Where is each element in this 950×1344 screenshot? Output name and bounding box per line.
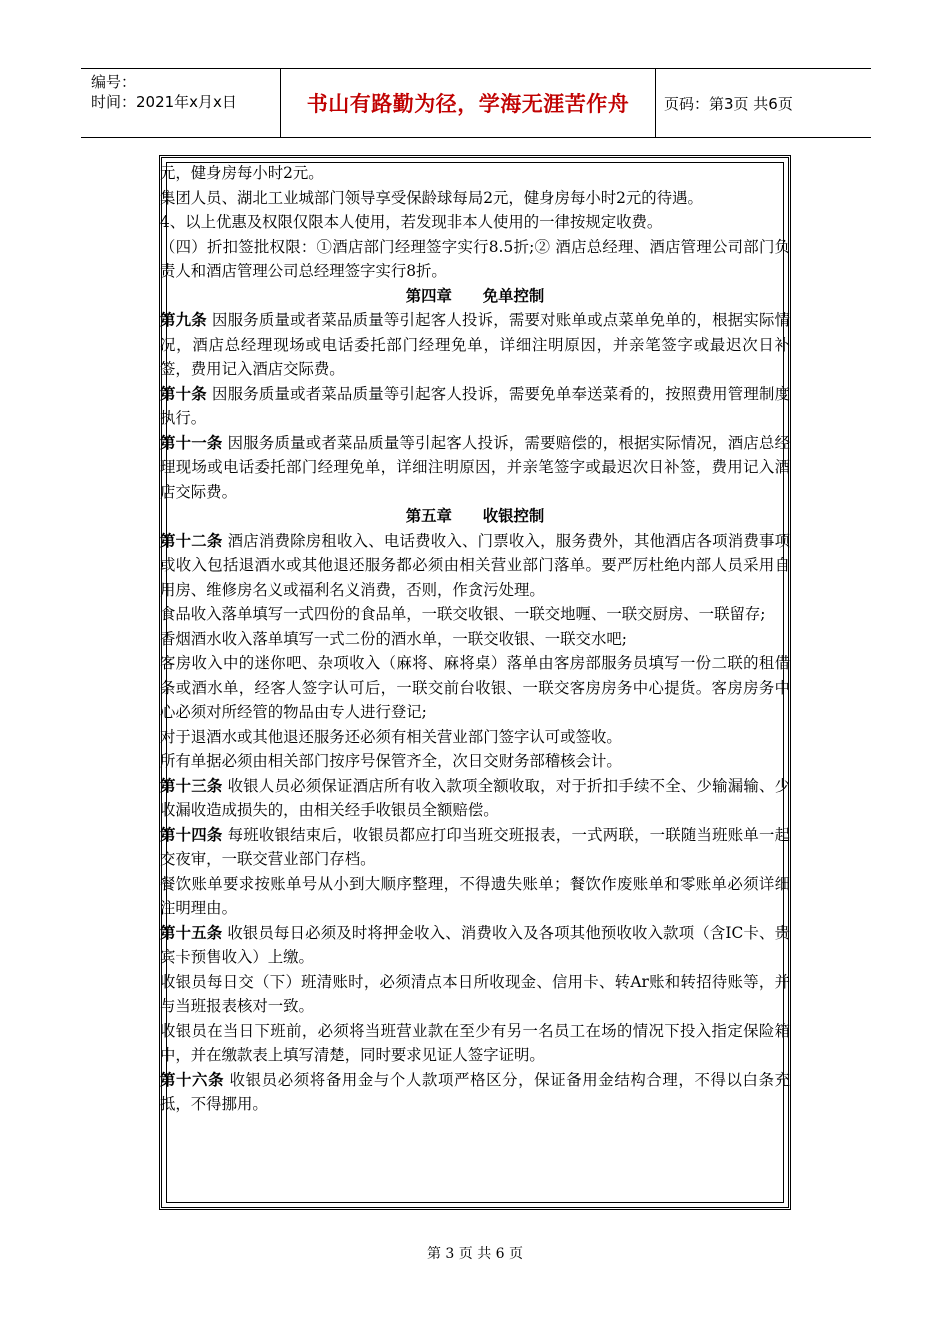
document-body xyxy=(160,161,790,1117)
chapter-heading: 第五章 收银控制 xyxy=(405,507,545,525)
article-text: 收银员必须将备用金与个人款项严格区分，保证备用金结构合理，不得以白条充抵，不得挪用。 xyxy=(160,1070,790,1113)
article-13 xyxy=(160,774,790,823)
article-title: 第十一条 xyxy=(160,433,223,452)
paragraph: 食品收入落单填写一式四份的食品单，一联交收银、一联交地喱、一联交厨房、一联留存; xyxy=(160,605,766,623)
paragraph: 客房收入中的迷你吧、杂项收入（麻将、麻将桌）落单由客房部服务员填写一份二联的租借条或酒水单，经客人签字认可后，一联交前台收银、一联交客房房务中心提货。客房房务中心必须对所经管的物品由专人进行登记; xyxy=(160,654,790,721)
article-15 xyxy=(160,921,790,970)
paragraph: 香烟酒水收入落单填写一式二份的酒水单，一联交收银、一联交水吧; xyxy=(160,629,627,648)
header-page-label: 页码：第3页 共6页 xyxy=(664,94,793,113)
article-text: 收银人员必须保证酒店所有收入款项全额收取，对于折扣手续不全、少输漏输、少收漏收造成损失的，由相关经手收银员全额赔偿。 xyxy=(160,776,790,819)
paragraph: （四）折扣签批权限：①酒店部门经理签字实行8.5折;② 酒店总经理、酒店管理公司部门负责人和酒店管理公司总经理签字实行8折。 xyxy=(160,237,790,280)
paragraph: 所有单据必须由相关部门按序号保管齐全，次日交财务部稽核会计。 xyxy=(160,752,622,770)
paragraph: 元，健身房每小时2元。 xyxy=(160,164,324,182)
article-text: 酒店消费除房租收入、电话费收入、门票收入，服务费外，其他酒店各项消费事项或收入包括退酒水或其他退还服务都必须由相关营业部门落单。要严厉杜绝内部人员采用自用房、维修房名义或福利名义消费，否则，作贪污处理。 xyxy=(160,531,790,599)
paragraph: 对于退酒水或其他退还服务还必须有相关营业部门签字认可或签收。 xyxy=(160,727,622,746)
article-9 xyxy=(160,308,790,382)
article-title: 第九条 xyxy=(160,311,207,329)
header-motto: 书山有路勤为径，学海无涯苦作舟 xyxy=(281,69,656,137)
article-text: 收银员每日必须及时将押金收入、消费收入及各项其他预收收入款项（含IC卡、贵宾卡预售收入）上缴。 xyxy=(160,923,790,966)
article-11 xyxy=(160,431,790,505)
article-title: 第十二条 xyxy=(160,531,223,550)
paragraph: 集团人员、湖北工业城部门领导享受保龄球每局2元，健身房每小时2元的待遇。 xyxy=(160,188,703,207)
page-header xyxy=(81,68,871,138)
article-text: 因服务质量或者菜品质量等引起客人投诉，需要对账单或点菜单免单的，根据实际情况，酒店总经理现场或电话委托部门经理免单，详细注明原因，并亲笔签字或最迟次日补签，费用记入酒店交际费。 xyxy=(160,311,790,378)
date-label: 时间：2021年x月x日 xyxy=(91,93,237,111)
page-footer: 第 3 页 共 6 页 xyxy=(426,1246,524,1262)
paragraph: 收银员在当日下班前，必须将当班营业款在至少有另一名员工在场的情况下投入指定保险箱中，并在缴款表上填写清楚，同时要求见证人签字证明。 xyxy=(160,1021,790,1064)
chapter-heading: 第四章 免单控制 xyxy=(405,286,545,305)
paragraph: 餐饮账单要求按账单号从小到大顺序整理，不得遗失账单；餐饮作废账单和零账单必须详细注明理由。 xyxy=(160,874,790,917)
article-14 xyxy=(160,823,790,872)
article-text: 因服务质量或者菜品质量等引起客人投诉，需要免单奉送菜肴的，按照费用管理制度执行。 xyxy=(160,384,790,427)
code-label: 编号： xyxy=(91,73,137,91)
article-title: 第十六条 xyxy=(160,1070,225,1089)
article-16 xyxy=(160,1068,790,1117)
article-text: 因服务质量或者菜品质量等引起客人投诉，需要赔偿的，根据实际情况，酒店总经理现场或电话委托部门经理免单，详细注明原因，并亲笔签字或最迟次日补签，费用记入酒店交际费。 xyxy=(160,433,790,501)
article-title: 第十五条 xyxy=(160,923,223,942)
paragraph: 收银员每日交（下）班清账时，必须清点本日所收现金、信用卡、转Ar账和转招待账等，并与当班报表核对一致。 xyxy=(160,972,790,1015)
article-title: 第十条 xyxy=(160,384,207,403)
article-text: 每班收银结束后，收银员都应打印当班交班报表，一式两联，一联随当班账单一起交夜审，一联交营业部门存档。 xyxy=(160,825,790,868)
article-title: 第十三条 xyxy=(160,776,223,795)
paragraph: 4、以上优惠及权限仅限本人使用，若发现非本人使用的一律按规定收费。 xyxy=(160,213,663,231)
header-meta xyxy=(81,69,281,137)
article-10 xyxy=(160,382,790,431)
article-title: 第十四条 xyxy=(160,825,223,844)
article-12 xyxy=(160,529,790,603)
